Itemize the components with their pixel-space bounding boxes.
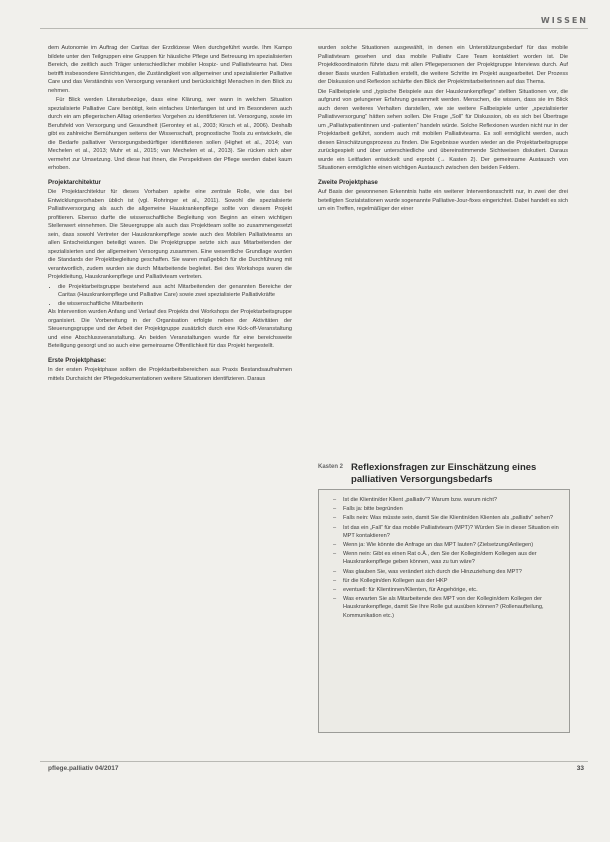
question-item: – Ist die Klientin/der Klient „palliativ“? Warum bzw. warum nicht? <box>333 496 559 504</box>
question-item: – Wenn nein: Gibt es einen Rat o.Ä., den Sie der Kollegin/dem Kollegen aus der Hauskrankenpflege geben können, was zu tun wäre? <box>333 550 559 566</box>
header-rule <box>40 28 588 29</box>
paragraph: Für Blick werden Literaturbezüge, dass eine Klärung, wer wann in welchen Situation spezialisierte Palliative Care benötigt, kein einfaches Unterfangen ist und im Besonderen auch durch ein am pflegerischen Alltag orientiertes Vorgehen zu identifizieren ist. Versorgung, sowie im Berufsfeld von Versorgung und Gesundheit (Gerontey et al., 2003; Kirsch et al., 2006). Deshalb gibt es zahlreiche Bemühungen seitens der Wissenschaft, prognostische Tools zu entwickeln, die die Bedarfe palliativer Versorgungsbedürftiger identifizieren sollen (Highet et al., 2014; van Mechelen et al., 2013; Muhr et al., 2015; van Mechelen et al., 2013). Sie rücken sich aber vermehrt zur Umsetzung. Und diese hat ihnen, die Perspektiven der Pflege werden dabei kaum erhoben. <box>48 97 292 171</box>
paragraph: wurden solche Situationen ausgewählt, in denen ein Unterstützungsbedarf für das mobile Palliativteam gesehen und das mobile Palliativ Care Team kontaktiert worden ist. Die Projektkoordinatorin führte dazu mit allen Pflegepersonen der Projektgruppe Interviews durch. Auf dieser Basis wurden Fallstudien erstellt, die weitere Schritte im Projekt ausgearbeitet. Der Prozess der Diskussion und Reflexion schärfte den Blick der Projektmitarbeiterinnen auf das Thema. <box>318 45 568 85</box>
paragraph: dem Autonomie im Auftrag der Caritas der Erzdiözese Wien durchgeführt wurde. Ihm Kampo bildete unter den Teilgruppen eine Gruppen für häusliche Pflege und Betreuung im spezialisierten Bereich, die zeitlich auch Träger unterschiedlicher mobiler Hospiz- und Palliativteams hat. Dies betrifft insbesondere Einrichtungen, die Zuständigkeit von allgemeiner und spezialisierter Palliative Care und das Verständnis von Versorgung verankert und berücksichtigt Menschen in den Blick zu nehmen. <box>48 45 292 94</box>
page-number: 33 <box>576 765 584 772</box>
question-item: – Falls nein: Was müsste sein, damit Sie die Klientin/den Klienten als „palliativ“ sehen? <box>333 514 559 522</box>
paragraph: In der ersten Projektphase sollten die Projektarbeitsbereichen aus Praxis Bestandsaufnahmen mittels Durchsicht der Pflegedokumentationen weitere Situationen identifizieren. Daraus <box>48 367 292 382</box>
right-column <box>318 44 568 215</box>
question-item: – für die Kollegin/den Kollegen aus der HKP <box>333 577 559 585</box>
reflection-questions-box <box>318 489 570 733</box>
box-heading: Reflexionsfragen zur Einschätzung eines palliativen Versorgungsbedarfs <box>351 462 537 485</box>
subheading-project-architecture: Projektarchitektur <box>48 178 101 186</box>
subheading-second-phase: Zweite Projektphase <box>318 178 378 186</box>
question-item: – Ist das ein „Fall“ für das mobile Palliativteam (MPT)? Würden Sie in dieser Situation ein MPT kontaktieren? <box>333 524 559 540</box>
footer-rule <box>40 761 588 762</box>
paragraph: Die Fallbeispiele und „typische Beispiele aus der Hauskrankenpflege“ stellten Situationen vor, die aufgrund von gelungener Erfahrung gesammelt werden. Menschen, die wissen, dass sie im Blick auch deren weiteres Verhalten darstellen, wie sie weitere Fallbeispiele unter „spezialisierter Palliativversorgung“ hätten sehen sollen. Die Frage „Soll“ für Diskussion, ob es sich bei Übertrage um „Palliativpatientinnen und -patienten“ handeln würde. Solche Reflexionen wurden nicht nur in der Projektarbeit geführt, sondern auch mit mobilen Palliativteams. Es soll ermöglicht werden, auch diesen Einschätzungsprozess zu finden. Die Ergebnisse wurden wieder an die Projektarbeitsgruppe zurückgespielt und über unterschiedliche und übereinstimmende Sichtweisen diskutiert. Daraus wurde ein Leitfaden entwickelt und erprobt (→ Kasten 2). Der gemeinsame Austausch von Situationen ermöglichte einen wichtigen Austausch zwischen den beiden Feldern. <box>318 88 568 171</box>
left-column <box>48 44 292 384</box>
subheading-first-phase: Erste Projektphase: <box>48 356 107 364</box>
question-item: – eventuell: für Klientinnen/Klienten, für Angehörige, etc. <box>333 586 559 594</box>
list-item: • die wissenschaftliche Mitarbeiterin <box>58 300 292 309</box>
question-item: – Was erwarten Sie als Mitarbeitende des MPT von der Kollegin/dem Kollegen der Hauskrankenpflege, damit Sie Ihre Rolle gut ausüben können? (Rollenaufteilung, Kommunikation etc.) <box>333 595 559 620</box>
box-label: Kasten 2 <box>318 464 344 470</box>
question-list <box>333 496 559 620</box>
box-title <box>318 462 568 485</box>
bullet-list <box>50 283 292 309</box>
section-label: WISSEN <box>540 16 588 25</box>
paragraph: Als Intervention wurden Anfang und Verlauf des Projekts drei Workshops der Projektarbeitsgruppe organisiert. Die Vorbereitung in der Organisation erfolgte neben der Aktivitäten der Steuerungsgruppe und der Arbeit der Projektgruppe zusätzlich durch eine Kick-off-Veranstaltung und eine Abschlussveranstaltung. An beiden Veranstaltungen wurde für eine bereichsweite Beteiligung gesorgt und so auch eine gemeinsame Öffentlichkeit für das Projekt hergestellt. <box>48 309 292 349</box>
paragraph: Auf Basis der gewonnenen Erkenntnis hatte ein weiterer Interventionsschritt nur, in zwei der drei beteiligten Sozialstationen wurde sogenannte Palliative-Jour-fixes eingerichtet. Dabei handelt es sich um ein Treffen, regelmäßiger der einer <box>318 189 568 212</box>
question-item: – Falls ja: bitte begründen <box>333 505 559 513</box>
question-item: – Wenn ja: Wie könnte die Anfrage an das MPT lauten? (Zielsetzung/Anliegen) <box>333 541 559 549</box>
journal-name: pflege.palliativ 04/2017 <box>48 765 119 772</box>
question-item: – Was glauben Sie, was verändert sich durch die Hinzuziehung des MPT? <box>333 568 559 576</box>
paragraph: Die Projektarchitektur für dieses Vorhaben spielte eine zentrale Rolle, wie das bei Entwicklungsvorhaben üblich ist (vgl. Rohringer et al., 2011). Sowohl die spezialisierte Palliativversorgung als auch die allgemeine Hauskrankenpflege sollte von diesem Projekt profitieren. Ebenso durfte die wissenschaftliche Begleitung von Beginn an einen wichtigen Stellenwert einnehmen. Die Steuergruppe als auch das Projektteam sollte so zusammengesetzt sein, dass sowohl Vertreter der Hauskrankenpflege sowie auch des Mobilen Palliativteams an allen Entscheidungen beteiligt waren. Die Projektgruppe setzte sich aus Mitarbeitenden der spezialisierten und der allgemeinen Versorgung zusammen. Eine wesentliche Grundlage wurden die Standards der Projektbegleitung geschaffen. Sie waren maßgeblich für die Durchführung mit verantwortlich, zudem wurden sie durch Mitarbeitende begleitet. Bei des Workshops waren die Projektleitung, Hauskrankenpflege und Palliativteam vertreten. <box>48 189 292 280</box>
list-item: • die Projektarbeitsgruppe bestehend aus acht Mitarbeitenden der genannten Bereiche der Caritas (Hauskrankenpflege und Palliative Care) sowie zwei spezialisierte Palliativkräfte <box>58 283 292 300</box>
